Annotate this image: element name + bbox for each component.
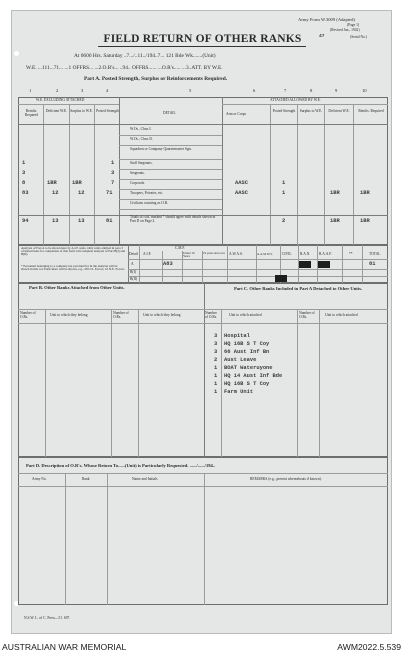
entry-unit: 66 Aust Inf Bn <box>224 349 270 355</box>
blackout-mark <box>299 261 311 268</box>
col-header: Arm or Corps <box>226 112 246 116</box>
attached-header: ATTACHED ALLOWED BY W.E. <box>270 98 321 102</box>
analysis-header: C.M.F. <box>175 246 185 250</box>
archive-reference: AWM2022.5.539 <box>337 642 401 652</box>
col-number: 3 <box>81 88 84 93</box>
cell-value: 1BR <box>330 218 340 224</box>
title-underline <box>98 46 306 47</box>
cell-value: 94 <box>22 218 29 224</box>
entry-unit: Aust Leave <box>224 357 257 363</box>
form-number: Army Form W.3009 (Adapted) <box>298 17 355 22</box>
analysis-header: A.A.M.W.S. <box>257 252 273 256</box>
part-b-col: Number of O.Rs. <box>20 311 36 319</box>
col-header: Reinfts. Required <box>24 109 39 117</box>
col-header: Reinfts. Required <box>358 109 384 113</box>
col-number: 1 <box>29 88 32 93</box>
cell-value: 1BR <box>72 180 82 186</box>
row-detail: Civilians counting as O.R. <box>130 201 169 205</box>
analysis-header: 19 years and over <box>203 251 225 255</box>
analysis-header: ** <box>349 252 353 256</box>
row-detail: Corporals. <box>130 181 146 185</box>
col-number: 6 <box>253 88 256 93</box>
col-number: 4 <box>106 88 109 93</box>
cell-value: 13 <box>78 218 85 224</box>
punch-hole <box>14 51 19 56</box>
part-d-col: Army No. <box>32 477 47 481</box>
part-b-title: Part B. Other Ranks Attached from Other Units. <box>29 285 125 290</box>
entry-count: 2 <box>214 357 218 363</box>
cell-value: 83 <box>22 190 29 196</box>
cell-value: 3 <box>111 170 115 176</box>
cell-value: 8 <box>22 180 26 186</box>
analysis-header: R.A.A.F. <box>319 252 332 256</box>
part-d-col: Name and Initials <box>132 477 158 481</box>
cell-value: 81 <box>106 218 113 224</box>
cell-value: 12 <box>78 190 85 196</box>
entry-count: 3 <box>214 349 218 355</box>
analysis-aif-value: A83 <box>163 261 173 267</box>
analysis-row-label: B(II) <box>130 277 138 281</box>
entry-count: 1 <box>214 365 218 371</box>
row-detail: W.Os., Class II. <box>130 137 153 141</box>
cell-value: 1 <box>282 190 286 196</box>
entry-count: 1 <box>214 381 218 387</box>
form-title: FIELD RETURN OF OTHER RANKS <box>103 33 302 45</box>
cell-value: 3 <box>22 170 26 176</box>
cell-value: 13 <box>52 218 59 224</box>
col-header: Posted Strength <box>272 109 296 113</box>
col-number: 5 <box>189 88 192 93</box>
serial-number: 47 <box>319 34 325 39</box>
entry-count: 3 <box>214 341 218 347</box>
archive-name: AUSTRALIAN WAR MEMORIAL <box>2 642 127 652</box>
cell-value: 1BR <box>330 190 340 196</box>
part-d-col: REMARKS (e.g., present whereabouts if known). <box>250 477 322 481</box>
part-b-col: Unit to which they belong <box>143 313 181 317</box>
form-revised: (Revised Jan., 1942) <box>330 28 360 32</box>
part-d-title: Part D. Description of O.R's. Whose Return To......(Unit) is Particularly Requested. ....../....../194.. <box>26 463 216 468</box>
cell-value: AASC <box>235 190 248 196</box>
analysis-footnote: * Personnel belonging to a company not provided for in the analysis will be shown in this col. Particulars will be shown, e.g., 28 U.S. Forces, 16 N.E. Forces. <box>21 264 125 272</box>
part-d-table <box>18 457 388 605</box>
blackout-mark <box>275 275 287 282</box>
analysis-total-value: 81 <box>369 261 376 267</box>
col-header: Deficient W.E. <box>45 109 68 113</box>
part-c-col: Number of O.Rs. <box>205 311 218 319</box>
cell-value: 1BR <box>360 218 370 224</box>
col-header: Surplus to W.E. <box>299 109 323 113</box>
detail-header: DETAIL <box>163 111 176 115</box>
entry-unit: HQ 14 Aust Inf Bde <box>224 373 283 379</box>
analysis-header: Detail <box>129 252 138 256</box>
form-page: (Page 1) <box>347 23 360 27</box>
archive-footer <box>0 639 404 653</box>
entry-unit: Farm Unit <box>224 389 254 395</box>
line-time-unit: At 0600 Hrs. Saturday ..7.../..11../194..7... 121 Bde Wk.......(Unit) <box>74 53 216 59</box>
part-c-col: Number of O.Rs. <box>299 311 315 319</box>
cell-value: 7 <box>111 180 115 186</box>
col-number: 7 <box>284 88 287 93</box>
col-number: 10 <box>362 88 367 93</box>
col-number: 2 <box>56 88 59 93</box>
cell-value: 1BR <box>360 190 370 196</box>
analysis-header: A.W.A.S. <box>229 252 243 256</box>
cell-value: 1 <box>282 180 286 186</box>
part-a-title: Part A. Posted Strength, Surplus or Reinforcements Required. <box>84 76 228 82</box>
part-b-col: Number of O.Rs. <box>113 311 129 319</box>
col-header: Surplus to W.E. <box>70 109 93 113</box>
cell-value: 1BR <box>47 180 57 186</box>
part-c-title: Part C. Other Ranks Included in Part A Detached to Other Units. <box>233 286 363 291</box>
entry-unit: BOAT Wateruyone <box>224 365 273 371</box>
analysis-header: CIVIL <box>282 252 292 256</box>
part-c-col: Unit to which attached <box>325 313 358 317</box>
row-detail: Staff Sergeants. <box>130 161 153 165</box>
col-number: 9 <box>335 88 338 93</box>
entry-count: 1 <box>214 373 218 379</box>
row-detail: Troopers, Privates, etc. <box>130 191 164 195</box>
cell-value: 12 <box>52 190 59 196</box>
cell-value: 1 <box>22 160 26 166</box>
we-excluding-header: W.E. EXCLUDING ATTACHED <box>36 98 85 102</box>
cell-value: 1 <box>111 160 115 166</box>
part-c-col: Unit to which attached <box>229 313 262 317</box>
serial-label: (Serial No.) <box>350 35 367 39</box>
printer-imprint: N.S.W. L. of C. Press—51. 697. <box>24 616 71 620</box>
col-number: 8 <box>310 88 313 93</box>
cell-value: AASC <box>235 180 248 186</box>
row-detail: Totals of cols. marked * should agree with details shown in Part D on Page 2. <box>130 215 216 223</box>
part-d-col: Rank <box>82 477 90 481</box>
entry-count: 1 <box>214 389 218 395</box>
analysis-row-label: B(I) <box>130 270 136 274</box>
cell-value: 2 <box>282 218 286 224</box>
form-sheet <box>11 10 392 634</box>
entry-unit: HQ 16B S T Coy <box>224 381 270 387</box>
row-detail: Sergeants. <box>130 171 145 175</box>
col-header: Deficient W.E. <box>328 109 350 113</box>
entry-unit: HQ 16B S T Coy <box>224 341 270 347</box>
analysis-header: Under 19 Years <box>183 251 195 259</box>
line-we: W.E. ...111...71... ...1 OFFRS... ...2.O.R's... ..94.. OFFRS...... ...O.R's..... ...3..ATT. BY W.E. <box>26 65 223 71</box>
analysis-header: TOTAL <box>369 252 381 256</box>
row-detail: Squadron or Company Quartermaster Sgts. <box>130 147 192 151</box>
blackout-mark <box>318 261 330 268</box>
col-header: Posted Strength <box>96 109 119 113</box>
part-b-col: Unit to which they belong <box>50 313 88 317</box>
analysis-row-label: A <box>131 262 134 266</box>
analysis-header: R.A.N. <box>300 252 311 256</box>
entry-unit: Hospital <box>224 333 250 339</box>
row-detail: W.Os., Class I. <box>130 127 152 131</box>
analysis-note: Analysis of Part A to be shown here by A.I.F. units. Only units entitled in para 3 of instructions for completion of this form will complete analysis of Part B(I) and B(II). <box>21 246 126 257</box>
entry-count: 3 <box>214 333 218 339</box>
cell-value: 71 <box>106 190 113 196</box>
analysis-header: A.I.F. <box>143 252 152 256</box>
